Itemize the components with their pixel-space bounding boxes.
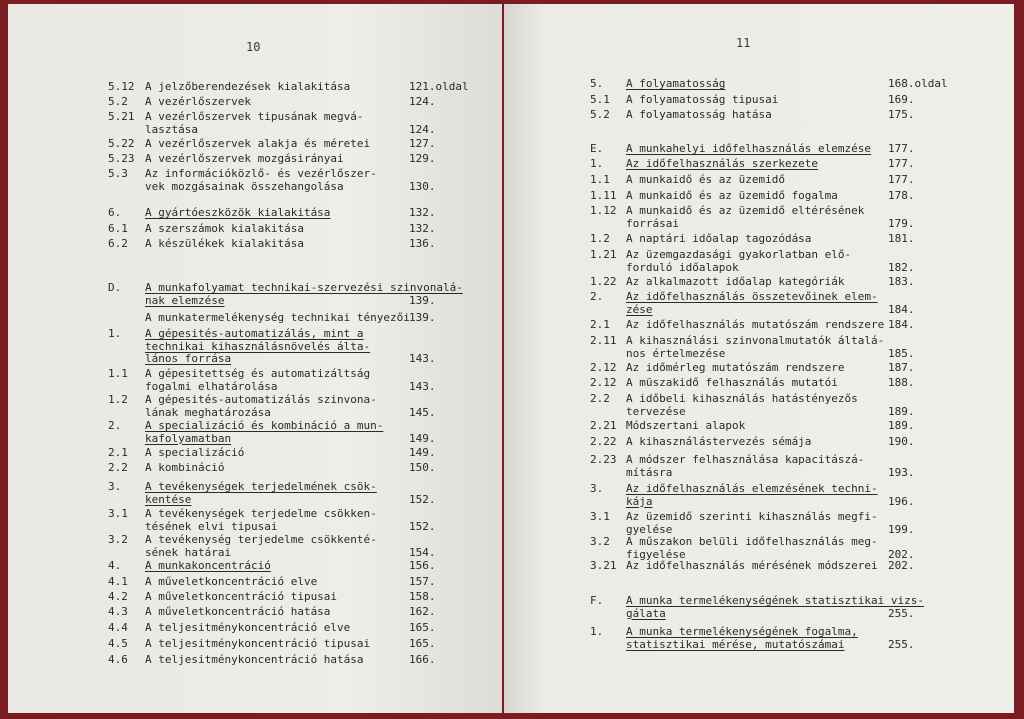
- toc-entry-number: 4.4: [108, 621, 128, 634]
- toc-entry-title-line: A készülékek kialakitása: [145, 237, 304, 250]
- toc-entry-page: 175.: [888, 108, 915, 121]
- toc-entry-number: 5.1: [590, 93, 610, 106]
- toc-entry-number: 5.: [590, 77, 604, 90]
- toc-entry-number: 5.2: [590, 108, 610, 121]
- toc-entry-number: 5.22: [108, 137, 135, 150]
- toc-entry-number: 3.2: [108, 533, 128, 546]
- toc-entry-page: 190.: [888, 435, 915, 448]
- toc-entry-page: 152.: [409, 492, 436, 506]
- toc-entry-number: 2.2: [590, 392, 610, 405]
- toc-entry-title-line: Az alkalmazott időalap kategóriák: [626, 275, 845, 288]
- toc-entry-title-line: A jelzőberendezések kialakitása: [145, 80, 351, 93]
- toc-entry-number: 4.2: [108, 590, 128, 603]
- toc-entry-page: 143.: [409, 352, 436, 365]
- toc-entry-number: 4.3: [108, 605, 128, 618]
- toc-entry-page: 143.: [409, 379, 436, 393]
- toc-entry-number: 4.1: [108, 575, 128, 588]
- toc-entry-page: 181.: [888, 232, 915, 245]
- toc-entry-number: 3.1: [108, 507, 128, 520]
- toc-entry-title-line: A vezérlőszervek mozgásirányai: [145, 152, 344, 165]
- toc-entry-page: 255.: [888, 606, 915, 620]
- toc-entry-page: 149.: [409, 446, 436, 459]
- toc-entry-page: 196.: [888, 494, 915, 508]
- toc-entry-page: 127.: [409, 137, 436, 150]
- toc-entry-page: 199.: [888, 522, 915, 536]
- toc-entry-page: 177.: [888, 157, 915, 170]
- toc-entry-page: 166.: [409, 653, 436, 666]
- toc-entry-page: 124.: [409, 122, 436, 136]
- toc-entry-number: 2.1: [590, 318, 610, 331]
- toc-entry-title-line: A specializáció: [145, 446, 245, 459]
- toc-entry-number: 1.1: [108, 367, 128, 380]
- toc-entry-title-line: A tevékenységek terjedelmének csök-: [145, 480, 377, 493]
- toc-entry-title-line: A munkaidő és az üzemidő: [626, 173, 785, 186]
- toc-entry-title-line: A teljesitménykoncentráció tipusai: [145, 637, 371, 650]
- toc-entry-page: 189.: [888, 419, 915, 432]
- toc-entry-title-line: A munka termelékenységének statisztikai vizs-: [626, 594, 925, 607]
- toc-entry-number: 1.2: [590, 232, 610, 245]
- toc-entry-page: 193.: [888, 465, 915, 479]
- toc-entry-title-line: forrásai: [626, 216, 679, 230]
- toc-entry-number: 5.3: [108, 167, 128, 180]
- toc-entry-number: 1.11: [590, 189, 617, 202]
- toc-entry-page: 132.: [409, 206, 436, 219]
- toc-entry-title-line: Az időfelhasználás szerkezete: [626, 157, 819, 170]
- left-page: [8, 4, 502, 713]
- toc-entry-title-line: forduló időalapok: [626, 260, 739, 274]
- toc-entry-page: 150.: [409, 461, 436, 474]
- toc-entry-page: 165.: [409, 637, 436, 650]
- toc-entry-title-line: Az üzemidő szerinti kihasználás megfi-: [626, 510, 878, 523]
- toc-entry-page: 178.: [888, 189, 915, 202]
- toc-entry-number: 2.11: [590, 334, 617, 347]
- toc-entry-page: 154.: [409, 545, 436, 559]
- toc-entry-title-line: mításra: [626, 465, 673, 479]
- right-page: [504, 4, 1014, 713]
- toc-entry-page: 188.: [888, 376, 915, 389]
- toc-entry-title-line: figyelése: [626, 547, 686, 561]
- toc-entry-title-line: tervezése: [626, 404, 686, 418]
- toc-entry-title-line: tésének elvi tipusai: [145, 519, 278, 533]
- toc-entry-page: 165.: [409, 621, 436, 634]
- toc-entry-title-line: A munkaidő és az üzemidő fogalma: [626, 189, 838, 202]
- toc-entry-page: 139.: [409, 293, 436, 307]
- toc-entry-title-line: A tevékenységek terjedelme csökken-: [145, 507, 377, 520]
- toc-entry-title-line: fogalmi elhatárolása: [145, 379, 278, 393]
- toc-entry-page: 132.: [409, 222, 436, 235]
- toc-entry-title-line: A gépesités-automatizálás, mint a: [145, 327, 364, 340]
- toc-entry-page: 185.: [888, 346, 915, 360]
- toc-entry-number: 4.6: [108, 653, 128, 666]
- toc-entry-page: 169.: [888, 93, 915, 106]
- toc-entry-page: 187.: [888, 361, 915, 374]
- toc-entry-title-line: kája: [626, 494, 653, 508]
- toc-entry-title-line: Módszertani alapok: [626, 419, 746, 432]
- toc-entry-page: 189.: [888, 404, 915, 418]
- toc-entry-title-line: Az időfelhasználás összetevőinek elem-: [626, 290, 878, 303]
- toc-entry-number: 5.2: [108, 95, 128, 108]
- toc-entry-number: 2.21: [590, 419, 617, 432]
- toc-entry-number: 2.: [108, 419, 122, 432]
- toc-entry-title-line: A munkahelyi időfelhasználás elemzése: [626, 142, 872, 155]
- toc-entry-title-line: A kihasználástervezés sémája: [626, 435, 812, 448]
- toc-entry-page: 145.: [409, 405, 436, 419]
- toc-entry-title-line: lasztása: [145, 122, 198, 136]
- toc-entry-title-line: A munka termelékenységének fogalma,: [626, 625, 858, 638]
- toc-entry-title-line: A munkakoncentráció: [145, 559, 271, 572]
- toc-entry-number: 5.12: [108, 80, 135, 93]
- toc-entry-page: 129.: [409, 152, 436, 165]
- toc-entry-page: 157.: [409, 575, 436, 588]
- toc-entry-number: 1.21: [590, 248, 617, 261]
- toc-entry-number: 2.12: [590, 361, 617, 374]
- toc-entry-number: 2.1: [108, 446, 128, 459]
- toc-entry-page: 183.: [888, 275, 915, 288]
- toc-entry-title-line: vek mozgásainak összehangolása: [145, 179, 344, 193]
- toc-entry-number: 3.1: [590, 510, 610, 523]
- toc-entry-number: 1.2: [108, 393, 128, 406]
- toc-entry-title-line: A specializáció és kombináció a mun-: [145, 419, 384, 432]
- toc-entry-title-line: statisztikai mérése, mutatószámai: [626, 637, 845, 651]
- toc-entry-page: 255.: [888, 637, 915, 651]
- toc-entry-title-line: Az időfelhasználás mutatószám rendszere: [626, 318, 885, 331]
- toc-entry-title-line: A kombináció: [145, 461, 225, 474]
- toc-entry-number: 3.: [590, 482, 604, 495]
- toc-entry-number: 1.12: [590, 204, 617, 217]
- toc-entry-title-line: A műveletkoncentráció elve: [145, 575, 318, 588]
- toc-entry-number: 2.12: [590, 376, 617, 389]
- toc-entry-page: 149.: [409, 431, 436, 445]
- toc-entry-number: 1.1: [590, 173, 610, 186]
- toc-entry-page: 177.: [888, 173, 915, 186]
- toc-entry-title-line: A vezérlőszervek tipusának megvá-: [145, 110, 364, 123]
- toc-entry-title-line: A kihasználási szinvonalmutatók általá-: [626, 334, 885, 347]
- toc-entry-number: 4.5: [108, 637, 128, 650]
- toc-entry-page: 124.: [409, 95, 436, 108]
- toc-entry-title-line: A teljesitménykoncentráció hatása: [145, 653, 364, 666]
- toc-entry-page: 156.: [409, 559, 436, 572]
- toc-entry-title-line: lános forrása: [145, 352, 232, 365]
- toc-entry-title-line: A folyamatosság: [626, 77, 726, 90]
- toc-entry-page: 121.oldal: [409, 80, 469, 93]
- toc-entry-title-line: A szerszámok kialakitása: [145, 222, 304, 235]
- toc-entry-title-line: Az időmérleg mutatószám rendszere: [626, 361, 845, 374]
- toc-entry-page: 162.: [409, 605, 436, 618]
- toc-entry-title-line: A időbeli kihasználás hatástényezős: [626, 392, 858, 405]
- toc-entry-number: 2.22: [590, 435, 617, 448]
- toc-entry-title-line: A gépesités-automatizálás szinvona-: [145, 393, 377, 406]
- toc-entry-title-line: Az időfelhasználás elemzésének techni-: [626, 482, 878, 495]
- toc-entry-page: 152.: [409, 519, 436, 533]
- toc-entry-number: 3.2: [590, 535, 610, 548]
- toc-entry-number: E.: [590, 142, 604, 155]
- toc-entry-page: 177.: [888, 142, 915, 155]
- toc-entry-page: 130.: [409, 179, 436, 193]
- toc-entry-title-line: Az üzemgazdasági gyakorlatban elő-: [626, 248, 852, 261]
- toc-entry-title-line: A gyártóeszközök kialakitása: [145, 206, 331, 219]
- toc-entry-title-line: technikai kihasználásnövelés álta-: [145, 339, 371, 353]
- toc-entry-number: 6.: [108, 206, 122, 219]
- toc-entry-title-line: nos értelmezése: [626, 346, 726, 360]
- toc-entry-title-line: A vezérlőszervek alakja és méretei: [145, 137, 371, 150]
- toc-entry-number: F.: [590, 594, 604, 607]
- toc-entry-title-line: A müszakidő felhasználás mutatói: [626, 376, 838, 389]
- toc-entry-title-line: A tevékenység terjedelme csökkenté-: [145, 533, 377, 546]
- toc-entry-title-line: A naptári időalap tagozódása: [626, 232, 812, 245]
- toc-entry-number: 2.2: [108, 461, 128, 474]
- toc-entry-page: 182.: [888, 260, 915, 274]
- toc-entry-title-line: Az információközlő- és vezérlőszer-: [145, 167, 377, 180]
- toc-entry-number: 5.21: [108, 110, 135, 123]
- toc-entry-number: 2.: [590, 290, 604, 303]
- toc-entry-page: 179.: [888, 216, 915, 230]
- toc-entry-title-line: A vezérlőszervek: [145, 95, 251, 108]
- toc-entry-title-line: gálata: [626, 606, 666, 620]
- toc-entry-title-line: lának meghatározása: [145, 405, 271, 419]
- toc-entry-number: 1.22: [590, 275, 617, 288]
- toc-entry-title-line: A teljesitménykoncentráció elve: [145, 621, 351, 634]
- toc-entry-title-line: A gépesitettség és automatizáltság: [145, 367, 371, 380]
- toc-entry-title-line: kentése: [145, 492, 192, 506]
- toc-entry-number: 6.1: [108, 222, 128, 235]
- toc-entry-title-line: A munkaidő és az üzemidő eltérésének: [626, 204, 865, 217]
- toc-entry-page: 139.: [409, 311, 436, 324]
- toc-entry-number: 5.23: [108, 152, 135, 165]
- toc-entry-page: 184.: [888, 302, 915, 316]
- toc-entry-number: 2.23: [590, 453, 617, 466]
- toc-entry-title-line: Az időfelhasználás mérésének módszerei: [626, 559, 878, 572]
- toc-entry-page: 158.: [409, 590, 436, 603]
- toc-entry-number: 3.21: [590, 559, 617, 572]
- toc-entry-title-line: A módszer felhasználása kapacitászá-: [626, 453, 865, 466]
- toc-entry-title-line: A műszakon belüli időfelhasználás meg-: [626, 535, 878, 548]
- toc-entry-title-line: kafolyamatban: [145, 431, 232, 445]
- toc-entry-number: 3.: [108, 480, 122, 493]
- toc-entry-title-line: A munkatermelékenység technikai tényezői: [145, 311, 410, 324]
- toc-entry-page: 136.: [409, 237, 436, 250]
- toc-entry-page: 168.oldal: [888, 77, 948, 90]
- page-number-right: 11: [736, 36, 751, 50]
- toc-entry-number: 1.: [590, 157, 604, 170]
- toc-entry-number: D.: [108, 281, 122, 294]
- toc-entry-title-line: A műveletkoncentráció hatása: [145, 605, 331, 618]
- page-number-left: 10: [246, 40, 261, 54]
- toc-entry-title-line: nak elemzése: [145, 293, 225, 307]
- toc-entry-title-line: A folyamatosság hatása: [626, 108, 772, 121]
- toc-entry-page: 184.: [888, 318, 915, 331]
- toc-entry-page: 202.: [888, 559, 915, 572]
- toc-entry-title-line: A műveletkoncentráció tipusai: [145, 590, 338, 603]
- toc-entry-title-line: sének határai: [145, 545, 232, 559]
- toc-entry-number: 4.: [108, 559, 122, 572]
- toc-entry-number: 1.: [590, 625, 604, 638]
- toc-entry-page: 202.: [888, 547, 915, 561]
- toc-entry-number: 6.2: [108, 237, 128, 250]
- toc-entry-title-line: A munkafolyamat technikai-szervezési szinvonalá-: [145, 281, 463, 294]
- toc-entry-title-line: A folyamatosság tipusai: [626, 93, 779, 106]
- toc-entry-title-line: gyelése: [626, 522, 673, 536]
- toc-entry-number: 1.: [108, 327, 122, 340]
- toc-entry-title-line: zése: [626, 302, 653, 316]
